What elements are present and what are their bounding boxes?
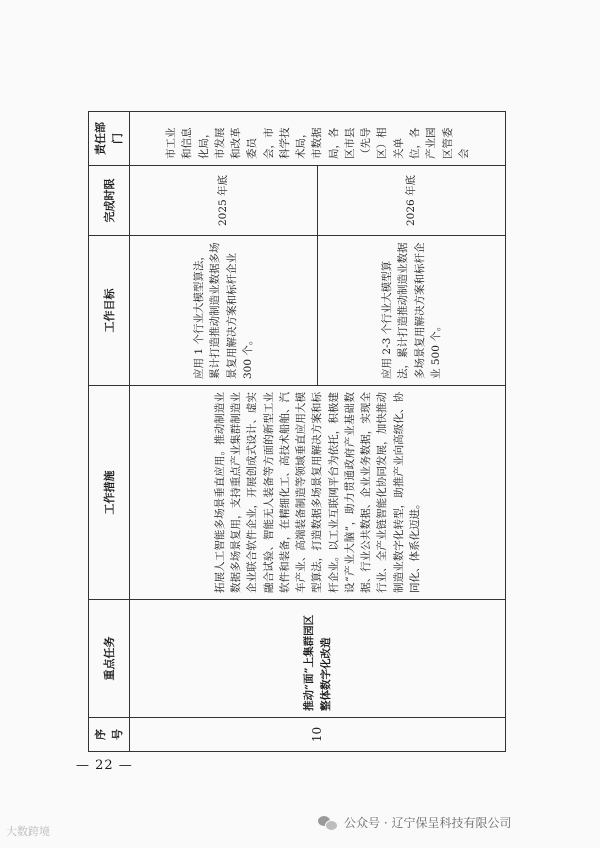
task-table-rotated — [88, 112, 506, 752]
row-goal-2: 应用 2-3 个行业大模型算法，累计打造推动制造业数据多场景复用解决方案和标杆企业 500 个。 — [318, 236, 506, 386]
header-goal: 工作目标 — [89, 236, 130, 386]
row-deadline-1: 2025 年底 — [130, 166, 318, 236]
wechat-source-badge[interactable] — [318, 814, 511, 831]
header-seq: 序号 — [89, 718, 130, 752]
header-dept: 责任部门 — [89, 112, 130, 166]
row-dept: 市工业和信息化局，市发展和改革委员会，市科学技术局，市数据局，各区市县（先导区）相关单位，各产业园区管委会 — [130, 112, 506, 166]
row-goal-1: 应用 1 个行业大模型算法，累计打造推动制造业数据多场景复用解决方案和标杆企业 300 个。 — [130, 236, 318, 386]
table-header-row — [89, 112, 130, 752]
row-seq: 10 — [130, 718, 506, 752]
row-task: 推动“面”上集群园区整体数字化改造 — [130, 600, 506, 718]
wechat-account-label: 公众号 · 辽宁保呈科技有限公司 — [344, 816, 512, 830]
table-row — [130, 112, 318, 752]
wechat-icon — [318, 815, 338, 831]
header-task: 重点任务 — [89, 600, 130, 718]
watermark-left: 大数跨境 — [6, 825, 50, 838]
header-measures: 工作措施 — [89, 386, 130, 600]
row-measures: 拓展人工智能多场景垂直应用。推动制造业数据多场景复用，支持重点产业集群制造业企业联合软件企业，开展创成式设计、虚实融合试验、智能无人装备等方面的新型工业软件和装备，在精细化工、高技术船舶、汽车产业、高端装备制造等领域垂直应用大模型算法，打造数据多场景复用解决方案和标杆企业。以工业互联网平台为依托，积极建设“产业大脑”，助力贯通政府产业基础数据、行业公共数据、企业业务数据，实现全行业、全产业链智能化协同发展，加快推动制造业数字化转型，助推产业向高级化、协同化、体系化迈进。 — [130, 386, 506, 600]
header-deadline: 完成时限 — [89, 166, 130, 236]
task-table — [88, 111, 506, 752]
page-number: — 22 — — [76, 758, 133, 773]
row-deadline-2: 2026 年底 — [318, 166, 506, 236]
